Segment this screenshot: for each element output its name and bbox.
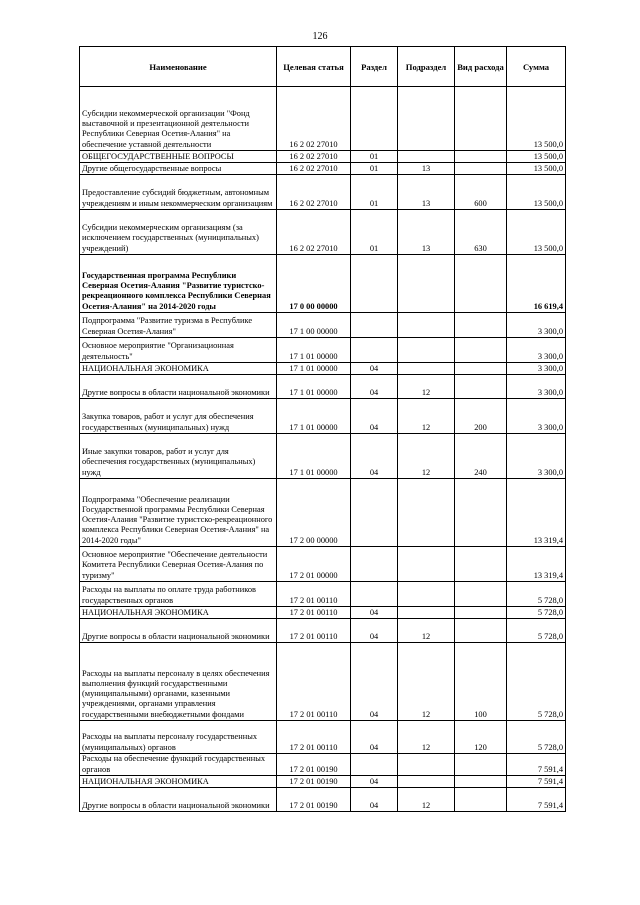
cell-sum: 5 728,0 — [507, 619, 566, 643]
table-row — [80, 434, 566, 479]
cell-sum: 3 300,0 — [507, 313, 566, 338]
cell-section — [351, 338, 398, 363]
cell-expense-type — [455, 163, 507, 175]
cell-expense-type — [455, 255, 507, 313]
cell-expense-type — [455, 151, 507, 163]
cell-target: 17 2 00 00000 — [277, 479, 351, 547]
cell-expense-type — [455, 313, 507, 338]
cell-target: 17 2 01 00110 — [277, 643, 351, 721]
cell-sum: 13 319,4 — [507, 547, 566, 582]
cell-sum: 5 728,0 — [507, 721, 566, 754]
cell-target: 16 2 02 27010 — [277, 151, 351, 163]
cell-expense-type — [455, 582, 507, 607]
cell-subsection — [398, 607, 455, 619]
table-row — [80, 338, 566, 363]
cell-subsection — [398, 151, 455, 163]
cell-target: 17 2 01 00190 — [277, 754, 351, 776]
header-expense-type: Вид расхода — [455, 47, 507, 87]
cell-name: Другие вопросы в области национальной экономики — [80, 788, 277, 812]
cell-sum: 13 500,0 — [507, 87, 566, 151]
cell-expense-type: 200 — [455, 399, 507, 434]
cell-subsection: 12 — [398, 399, 455, 434]
table-row — [80, 363, 566, 375]
cell-name: Подпрограмма "Обеспечение реализации Государственной программы Республики Северная Осетия-Алания "Развитие туристско-рекреационного комплекса Республики Северная Осетия-Алания" на 2014-2020 годы" — [80, 479, 277, 547]
cell-name: Предоставление субсидий бюджетным, автономным учреждениям и иным некоммерческим организациям — [80, 175, 277, 210]
cell-name: НАЦИОНАЛЬНАЯ ЭКОНОМИКА — [80, 363, 277, 375]
table-row — [80, 776, 566, 788]
cell-sum: 13 500,0 — [507, 175, 566, 210]
cell-section: 04 — [351, 399, 398, 434]
table-header-row — [80, 47, 566, 87]
cell-section: 04 — [351, 721, 398, 754]
cell-name: Другие вопросы в области национальной экономики — [80, 619, 277, 643]
cell-sum: 13 319,4 — [507, 479, 566, 547]
cell-subsection: 13 — [398, 175, 455, 210]
cell-sum: 3 300,0 — [507, 399, 566, 434]
cell-subsection — [398, 255, 455, 313]
cell-target: 16 2 02 27010 — [277, 87, 351, 151]
cell-sum: 13 500,0 — [507, 163, 566, 175]
cell-expense-type — [455, 788, 507, 812]
table-row — [80, 163, 566, 175]
cell-expense-type — [455, 547, 507, 582]
cell-subsection: 12 — [398, 788, 455, 812]
cell-section — [351, 255, 398, 313]
cell-expense-type: 100 — [455, 643, 507, 721]
cell-name: Субсидии некоммерческим организациям (за исключением государственных (муниципальных) учреждений) — [80, 210, 277, 255]
cell-expense-type — [455, 375, 507, 399]
cell-target: 17 0 00 00000 — [277, 255, 351, 313]
header-subsection: Подраздел — [398, 47, 455, 87]
cell-section: 04 — [351, 788, 398, 812]
cell-section — [351, 547, 398, 582]
cell-name: ОБЩЕГОСУДАРСТВЕННЫЕ ВОПРОСЫ — [80, 151, 277, 163]
cell-name: Расходы на выплаты персоналу государственных (муниципальных) органов — [80, 721, 277, 754]
cell-sum: 7 591,4 — [507, 776, 566, 788]
cell-expense-type — [455, 776, 507, 788]
cell-target: 17 2 01 00190 — [277, 788, 351, 812]
cell-sum: 5 728,0 — [507, 607, 566, 619]
page-number: 126 — [312, 31, 328, 42]
cell-sum: 5 728,0 — [507, 643, 566, 721]
cell-target: 17 2 01 00110 — [277, 582, 351, 607]
cell-name: Другие общегосударственные вопросы — [80, 163, 277, 175]
header-section: Раздел — [351, 47, 398, 87]
table-row — [80, 788, 566, 812]
cell-subsection: 12 — [398, 375, 455, 399]
cell-sum: 16 619,4 — [507, 255, 566, 313]
table-row — [80, 547, 566, 582]
cell-target: 16 2 02 27010 — [277, 163, 351, 175]
cell-section — [351, 582, 398, 607]
cell-name: Подпрограмма "Развитие туризма в Республике Северная Осетия-Алания" — [80, 313, 277, 338]
cell-name: Государственная программа Республики Северная Осетия-Алания "Развитие туристско-рекреационного комплекса Республики Северная Осетия-Алания" на 2014-2020 годы — [80, 255, 277, 313]
cell-subsection: 12 — [398, 434, 455, 479]
header-sum: Сумма — [507, 47, 566, 87]
cell-subsection — [398, 776, 455, 788]
cell-name: Закупка товаров, работ и услуг для обеспечения государственных (муниципальных) нужд — [80, 399, 277, 434]
cell-name: Расходы на выплаты персоналу в целях обеспечения выполнения функций государственными (муниципальными) органами, казенными учреждениями, органами управления государственными внебюджетными фондами — [80, 643, 277, 721]
cell-sum: 13 500,0 — [507, 210, 566, 255]
cell-section: 04 — [351, 434, 398, 479]
cell-target: 17 1 00 00000 — [277, 313, 351, 338]
cell-subsection — [398, 87, 455, 151]
cell-section — [351, 754, 398, 776]
table-row — [80, 399, 566, 434]
budget-table — [79, 46, 566, 812]
cell-name: Субсидии некоммерческой организации "Фонд выставочной и презентационной деятельности Республики Северная Осетия-Алания" на обеспечение уставной деятельности — [80, 87, 277, 151]
cell-expense-type: 240 — [455, 434, 507, 479]
cell-target: 17 1 01 00000 — [277, 375, 351, 399]
cell-name: Расходы на обеспечение функций государственных органов — [80, 754, 277, 776]
cell-section — [351, 87, 398, 151]
cell-sum: 3 300,0 — [507, 375, 566, 399]
table-row — [80, 255, 566, 313]
cell-sum: 13 500,0 — [507, 151, 566, 163]
cell-name: Расходы на выплаты по оплате труда работников государственных органов — [80, 582, 277, 607]
cell-target: 17 2 01 00110 — [277, 619, 351, 643]
cell-expense-type: 600 — [455, 175, 507, 210]
cell-expense-type — [455, 479, 507, 547]
cell-section: 04 — [351, 375, 398, 399]
cell-target: 17 2 01 00110 — [277, 607, 351, 619]
table-row — [80, 582, 566, 607]
cell-subsection — [398, 479, 455, 547]
cell-section: 01 — [351, 151, 398, 163]
table-row — [80, 643, 566, 721]
cell-section — [351, 479, 398, 547]
table-row — [80, 375, 566, 399]
cell-sum: 3 300,0 — [507, 338, 566, 363]
cell-sum: 3 300,0 — [507, 434, 566, 479]
cell-expense-type — [455, 87, 507, 151]
cell-section: 01 — [351, 163, 398, 175]
cell-subsection — [398, 363, 455, 375]
cell-subsection: 12 — [398, 619, 455, 643]
cell-section: 04 — [351, 619, 398, 643]
cell-expense-type: 630 — [455, 210, 507, 255]
cell-section: 04 — [351, 363, 398, 375]
cell-target: 17 2 01 00000 — [277, 547, 351, 582]
cell-expense-type — [455, 338, 507, 363]
cell-name: Основное мероприятие "Организационная деятельность" — [80, 338, 277, 363]
cell-expense-type — [455, 607, 507, 619]
cell-sum: 7 591,4 — [507, 788, 566, 812]
cell-sum: 7 591,4 — [507, 754, 566, 776]
cell-subsection — [398, 582, 455, 607]
cell-expense-type: 120 — [455, 721, 507, 754]
cell-sum: 3 300,0 — [507, 363, 566, 375]
cell-section: 04 — [351, 643, 398, 721]
cell-target: 17 2 01 00110 — [277, 721, 351, 754]
table-row — [80, 479, 566, 547]
cell-target: 16 2 02 27010 — [277, 175, 351, 210]
cell-subsection — [398, 754, 455, 776]
cell-expense-type — [455, 619, 507, 643]
header-name: Наименование — [80, 47, 277, 87]
cell-section: 01 — [351, 175, 398, 210]
cell-name: НАЦИОНАЛЬНАЯ ЭКОНОМИКА — [80, 607, 277, 619]
cell-subsection: 13 — [398, 210, 455, 255]
cell-section: 04 — [351, 776, 398, 788]
cell-expense-type — [455, 754, 507, 776]
table-row — [80, 607, 566, 619]
header-target: Целевая статья — [277, 47, 351, 87]
cell-section — [351, 313, 398, 338]
cell-subsection: 12 — [398, 721, 455, 754]
table-row — [80, 151, 566, 163]
table-row — [80, 619, 566, 643]
table-row — [80, 313, 566, 338]
table-row — [80, 87, 566, 151]
cell-target: 17 1 01 00000 — [277, 338, 351, 363]
cell-name: Другие вопросы в области национальной экономики — [80, 375, 277, 399]
cell-target: 17 2 01 00190 — [277, 776, 351, 788]
table-row — [80, 175, 566, 210]
table-row — [80, 210, 566, 255]
cell-expense-type — [455, 363, 507, 375]
cell-subsection — [398, 313, 455, 338]
cell-subsection — [398, 338, 455, 363]
cell-sum: 5 728,0 — [507, 582, 566, 607]
table-row — [80, 754, 566, 776]
cell-target: 17 1 01 00000 — [277, 434, 351, 479]
cell-subsection: 12 — [398, 643, 455, 721]
cell-target: 17 1 01 00000 — [277, 363, 351, 375]
cell-subsection: 13 — [398, 163, 455, 175]
cell-name: Иные закупки товаров, работ и услуг для обеспечения государственных (муниципальных) нужд — [80, 434, 277, 479]
cell-subsection — [398, 547, 455, 582]
table-row — [80, 721, 566, 754]
cell-name: НАЦИОНАЛЬНАЯ ЭКОНОМИКА — [80, 776, 277, 788]
cell-target: 17 1 01 00000 — [277, 399, 351, 434]
cell-target: 16 2 02 27010 — [277, 210, 351, 255]
cell-section: 01 — [351, 210, 398, 255]
cell-name: Основное мероприятие "Обеспечение деятельности Комитета Республики Северная Осетия-Алания по туризму" — [80, 547, 277, 582]
cell-section: 04 — [351, 607, 398, 619]
